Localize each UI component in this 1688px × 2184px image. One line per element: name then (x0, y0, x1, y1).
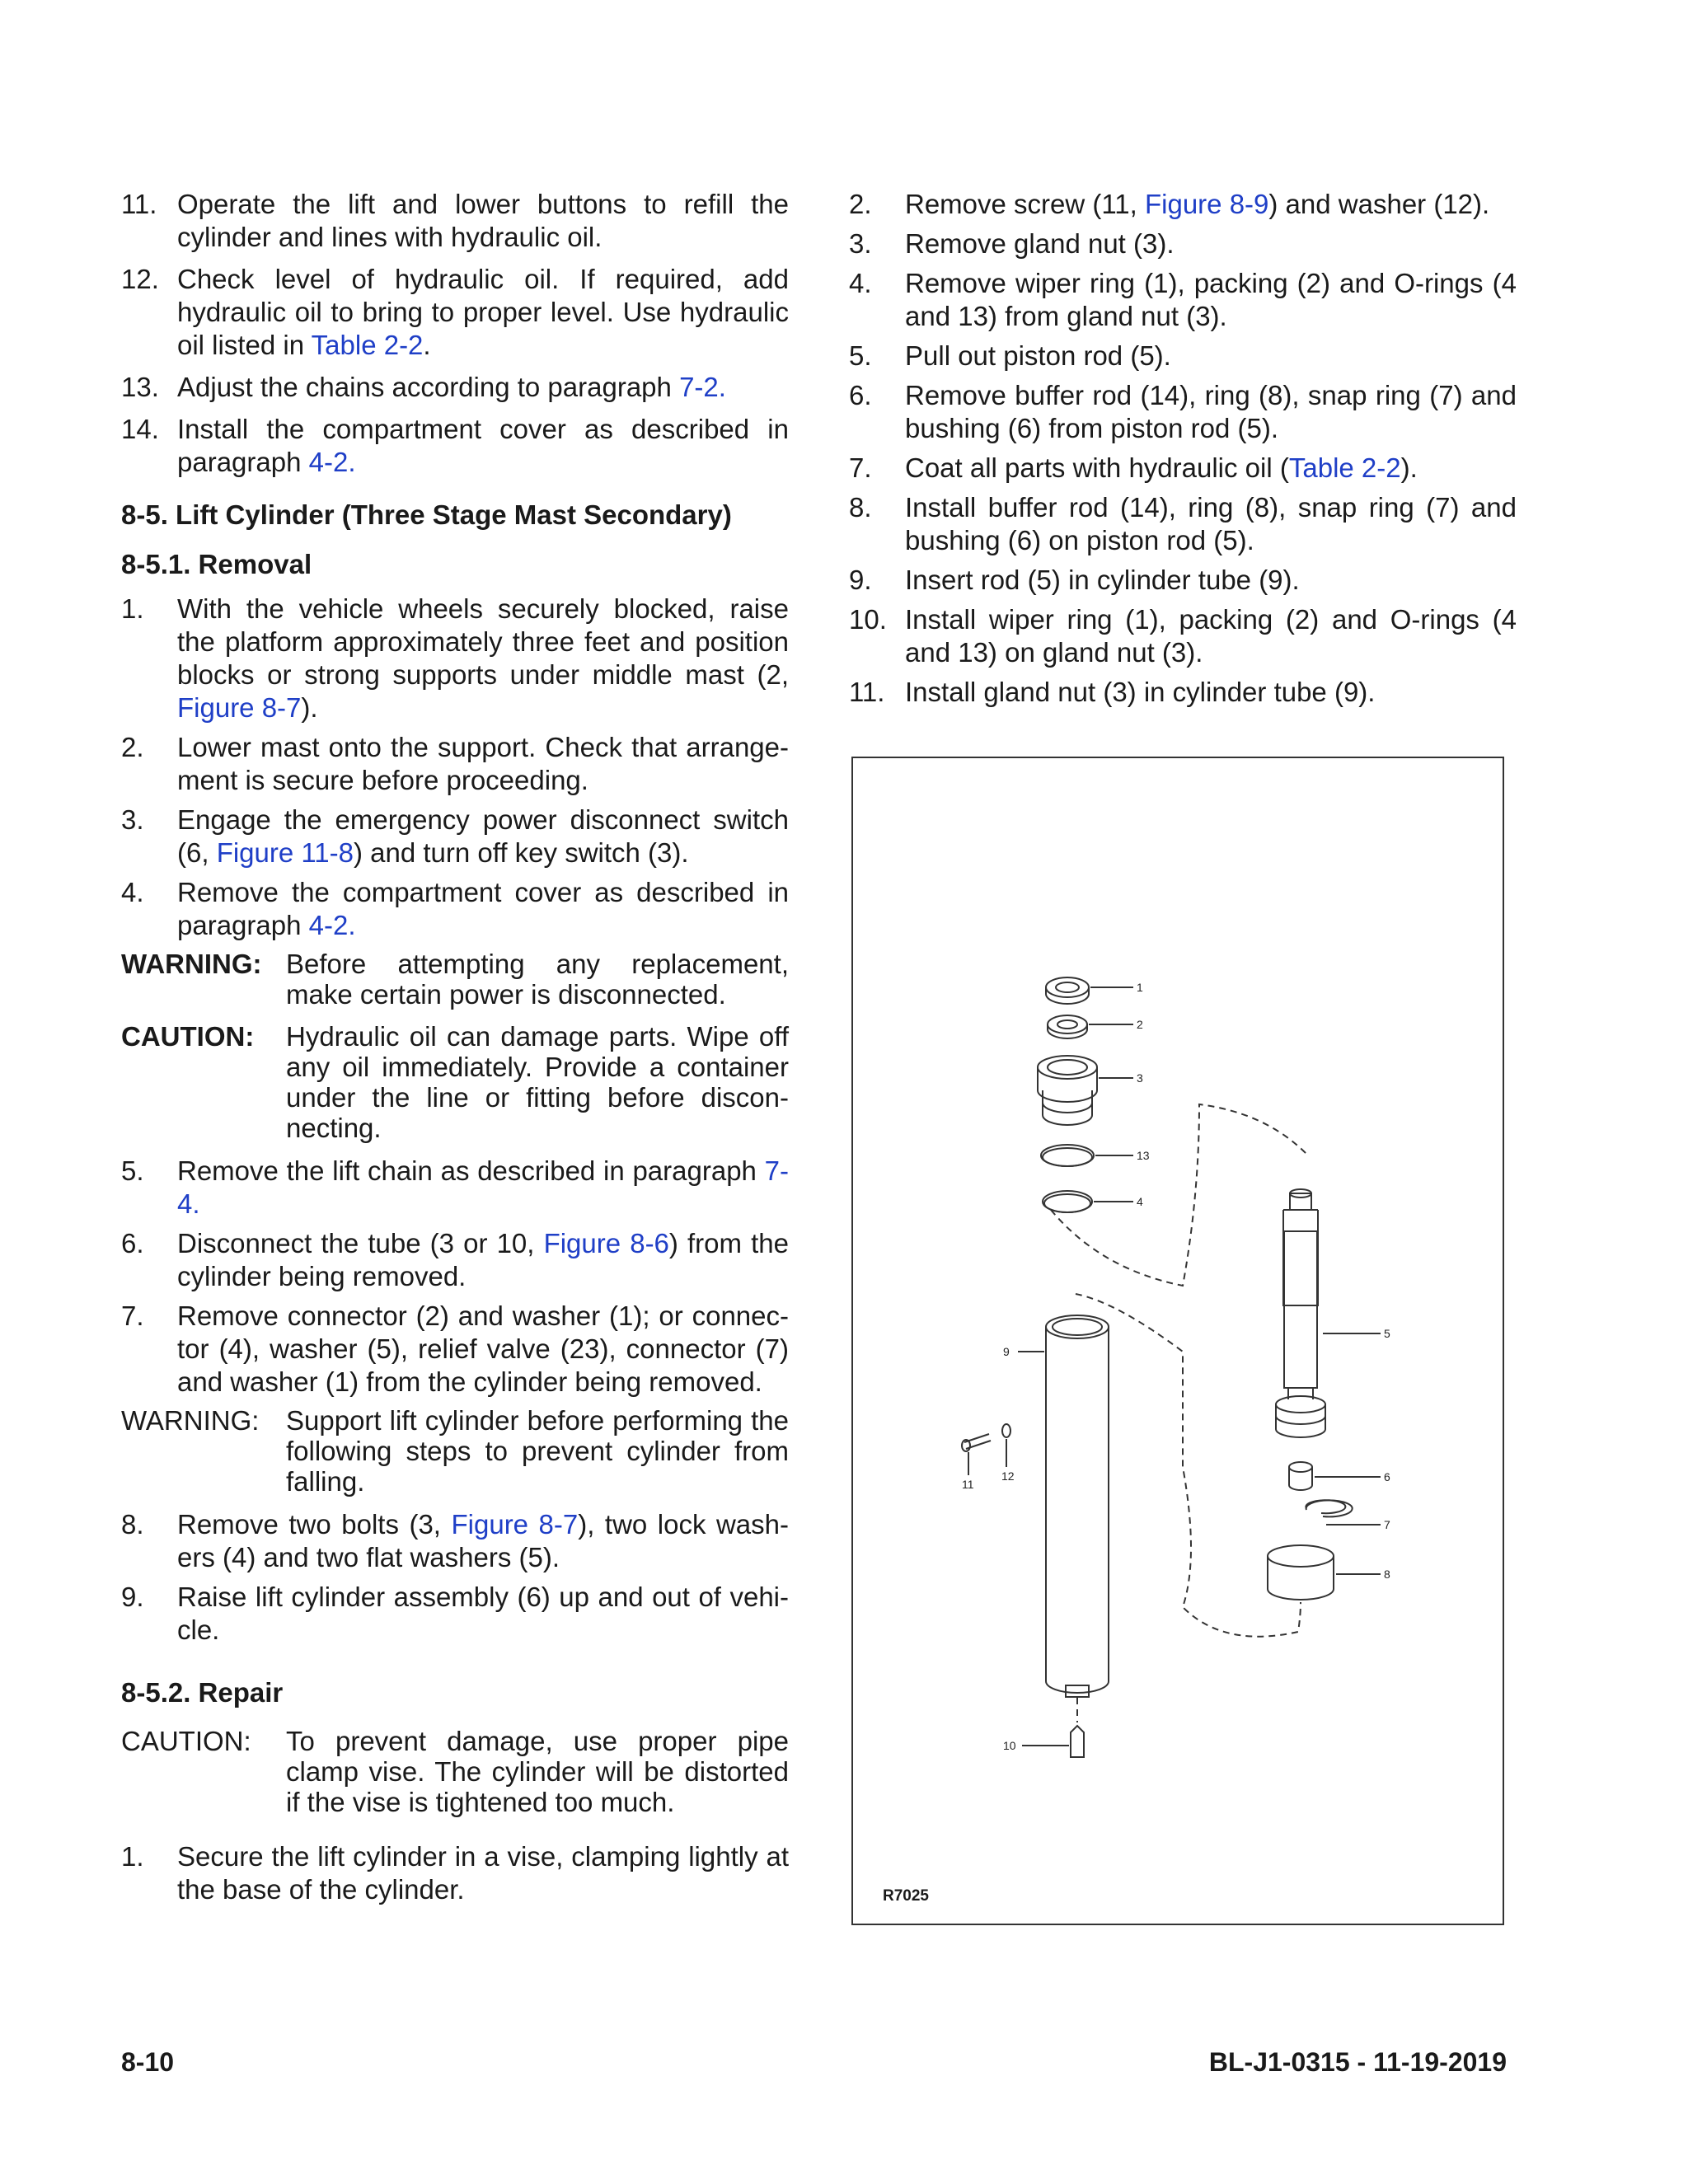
callout-8: 8 (1384, 1568, 1390, 1581)
warning-note (121, 949, 789, 1010)
step-text-part: ), two lock wash-ers (4) and two flat washers (5). (177, 1509, 790, 1572)
list-item (849, 603, 1517, 669)
fitting-part (1071, 1726, 1084, 1757)
step-text-part: Coat all parts with hydraulic oil ( (905, 452, 1289, 483)
step-text: Remove gland nut (3). (905, 228, 1175, 259)
repair-steps-left (121, 1840, 789, 1906)
step-text (177, 1227, 789, 1293)
step-text-part: Check level of hydraulic oil. If required, add hydraulic oil to bring to proper level. Use hydraulic oil listed in (177, 264, 789, 360)
step-number: 2. (849, 189, 872, 219)
step-number: 5. (849, 340, 872, 371)
step-number: 1. (121, 593, 144, 624)
section-title: 8-5. Lift Cylinder (Three Stage Mast Secondary) (121, 499, 732, 530)
list-item (849, 676, 1517, 709)
callout-7: 7 (1384, 1518, 1390, 1531)
step-number: 8. (849, 492, 872, 523)
step-text-part: ) and turn off key switch (3). (354, 837, 689, 868)
step-text: Pull out piston rod (5). (905, 340, 1171, 371)
step-text-part: ). (1400, 452, 1418, 483)
step-number: 9. (849, 565, 872, 595)
list-item (121, 1508, 789, 1574)
cross-reference-link[interactable]: 7-2. (679, 372, 726, 402)
wiper-ring-part (1046, 977, 1089, 997)
bushing-part (1289, 1462, 1312, 1472)
step-number: 14. (121, 414, 159, 444)
step-text: Install buffer rod (14), ring (8), snap ring (7) and bushing (6) on piston rod (5). (905, 492, 1517, 555)
exploded-view-figure (851, 757, 1504, 1925)
list-item (849, 188, 1517, 221)
washer-part (1002, 1424, 1010, 1437)
step-text: Remove connector (2) and washer (1); or connec-tor (4), washer (5), relief valve (23), connector (7) and washer (1) from the cylinder being removed. (177, 1301, 789, 1397)
callout-5: 5 (1384, 1327, 1390, 1340)
step-text-part: ) from the cylinder being removed. (177, 1228, 789, 1291)
step-number: 5. (121, 1155, 144, 1186)
step-number: 11. (849, 677, 885, 707)
list-item (121, 876, 789, 942)
step-text (177, 876, 789, 942)
cross-reference-link[interactable]: 7-4. (177, 1155, 789, 1219)
list-item (849, 340, 1517, 373)
step-text: Remove buffer rod (14), ring (8), snap ring (7) and bushing (6) from piston rod (5). (905, 380, 1517, 443)
caution-label: CAUTION: (121, 1021, 255, 1052)
step-number: 3. (849, 228, 872, 259)
warning-note-2 (121, 1405, 789, 1497)
ring-part (1268, 1545, 1334, 1567)
step-text-part: Remove screw (11, (905, 189, 1145, 219)
step-number: 6. (849, 380, 872, 410)
step-number: 6. (121, 1228, 144, 1258)
step-number: 7. (849, 452, 872, 483)
step-text (177, 1508, 789, 1574)
step-number: 3. (121, 804, 144, 835)
list-item (121, 1581, 789, 1647)
list-item (121, 804, 789, 869)
step-number: 4. (121, 877, 144, 907)
step-text (177, 1155, 789, 1221)
step-text (177, 593, 789, 724)
caution-label-2: CAUTION: (121, 1726, 251, 1756)
step-number: 8. (121, 1509, 144, 1540)
step-number: 12. (121, 264, 159, 294)
step-text-part: Remove two bolts (3, (177, 1509, 452, 1540)
list-item (849, 491, 1517, 557)
cross-reference-link[interactable]: 4-2. (308, 447, 356, 477)
callout-6: 6 (1384, 1470, 1390, 1483)
step-text: Secure the lift cylinder in a vise, clamping lightly at the base of the cylinder. (177, 1841, 789, 1905)
step-text (905, 452, 1517, 485)
cylinder-exploded-diagram (853, 758, 1506, 1927)
page-number: 8-10 (121, 2047, 175, 2077)
warning-text: Before attempting any replacement, make certain power is disconnected. (286, 949, 789, 1010)
document-id: BL-J1-0315 - 11-19-2019 (1208, 2047, 1507, 2077)
list-item (849, 227, 1517, 260)
list-item (121, 731, 789, 797)
list-item (121, 413, 789, 479)
removal-steps-b (121, 1155, 789, 1399)
list-item (849, 379, 1517, 445)
callout-2: 2 (1137, 1018, 1143, 1031)
step-text-part: Remove the lift chain as described in paragraph (177, 1155, 765, 1186)
left-column (121, 188, 789, 1915)
step-text-part: . (423, 330, 431, 360)
step-text: Install wiper ring (1), packing (2) and O-rings (4 and 13) on gland nut (3). (905, 604, 1517, 668)
step-text: Remove wiper ring (1), packing (2) and O-rings (4 and 13) from gland nut (3). (905, 268, 1517, 331)
cross-reference-link[interactable]: Table 2-2 (1288, 452, 1401, 483)
list-item (121, 1155, 789, 1221)
step-text-part: Disconnect the tube (3 or 10, (177, 1228, 544, 1258)
cross-reference-link[interactable]: Figure 8-7 (451, 1509, 579, 1540)
step-number: 10. (849, 604, 887, 635)
step-number: 11. (121, 189, 157, 219)
step-text-part: With the vehicle wheels securely blocked, raise the platform approximately three feet and position blocks or strong supports under middle mast (2, (177, 593, 789, 690)
caution-note (121, 1021, 789, 1143)
removal-steps-a (121, 593, 789, 942)
callout-1: 1 (1137, 981, 1143, 994)
step-text: Operate the lift and lower buttons to refill the cylinder and lines with hydraulic oil. (177, 189, 789, 252)
step-text-part: Install the compartment cover as described in paragraph (177, 414, 789, 477)
caution-note-2 (121, 1726, 789, 1817)
callout-13: 13 (1137, 1149, 1150, 1162)
step-text: Lower mast onto the support. Check that arrange-ment is secure before proceeding. (177, 732, 789, 795)
warning-label: WARNING: (121, 949, 262, 979)
step-number: 1. (121, 1841, 144, 1872)
step-text (177, 804, 789, 869)
callout-12: 12 (1001, 1469, 1015, 1483)
list-item (121, 1300, 789, 1399)
step-number: 7. (121, 1301, 144, 1331)
figure-code: R7025 (883, 1887, 929, 1905)
packing-part (1048, 1015, 1087, 1033)
repair-steps-right (849, 188, 1517, 709)
callout-10: 10 (1003, 1739, 1016, 1752)
list-item (121, 263, 789, 362)
step-text-part: ). (301, 692, 318, 723)
caution-text: Hydraulic oil can damage parts. Wipe off any oil immediately. Provide a container under the line or fitting before discon-necting. (286, 1021, 789, 1143)
step-text (177, 413, 789, 479)
list-item (121, 1840, 789, 1906)
step-text: Raise lift cylinder assembly (6) up and out of vehi-cle. (177, 1582, 789, 1645)
step-text-part: ) and washer (12). (1268, 189, 1490, 219)
cross-reference-link[interactable]: Figure 8-7 (177, 692, 302, 723)
step-text-part: Adjust the chains according to paragraph (177, 372, 680, 402)
step-number: 4. (849, 268, 872, 298)
step-number: 13. (121, 372, 159, 402)
cross-reference-link[interactable]: Figure 11-8 (216, 837, 354, 868)
step-text (177, 371, 789, 404)
step-text-part: Remove the compartment cover as described in paragraph (177, 877, 789, 940)
list-item (849, 267, 1517, 333)
callout-9: 9 (1003, 1345, 1010, 1358)
cross-reference-link[interactable]: Table 2-2 (311, 330, 424, 360)
list-item (121, 593, 789, 724)
right-column (849, 188, 1517, 715)
list-item (121, 188, 789, 254)
caution-text-2: To prevent damage, use proper pipe clamp vise. The cylinder will be distorted if the vise is tightened too much. (286, 1726, 789, 1817)
step-text (177, 263, 789, 362)
callout-3: 3 (1137, 1071, 1143, 1085)
step-text: Install gland nut (3) in cylinder tube (9). (905, 677, 1376, 707)
removal-title: 8-5.1. Removal (121, 549, 312, 579)
step-number: 2. (121, 732, 144, 762)
callout-4: 4 (1137, 1195, 1143, 1208)
repair-title: 8-5.2. Repair (121, 1677, 284, 1708)
warning-text-2: Support lift cylinder before performing the following steps to prevent cylinder from falling. (286, 1405, 789, 1497)
piston-rod-part (1283, 1231, 1318, 1305)
step-text (905, 188, 1517, 221)
step-number: 9. (121, 1582, 144, 1612)
removal-steps-c (121, 1508, 789, 1647)
warning-label-2: WARNING: (121, 1405, 260, 1436)
step-text: Insert rod (5) in cylinder tube (9). (905, 565, 1300, 595)
cross-reference-link[interactable]: Figure 8-6 (543, 1228, 669, 1258)
cross-reference-link[interactable]: Figure 8-9 (1144, 189, 1269, 219)
cross-reference-link[interactable]: 4-2. (308, 910, 356, 940)
list-item (849, 452, 1517, 485)
refill-steps (121, 188, 789, 479)
step-text-part: Engage the emergency power disconnect switch (6, (177, 804, 789, 868)
list-item (121, 371, 789, 404)
list-item (121, 1227, 789, 1293)
callout-11: 11 (962, 1478, 974, 1491)
list-item (849, 564, 1517, 597)
